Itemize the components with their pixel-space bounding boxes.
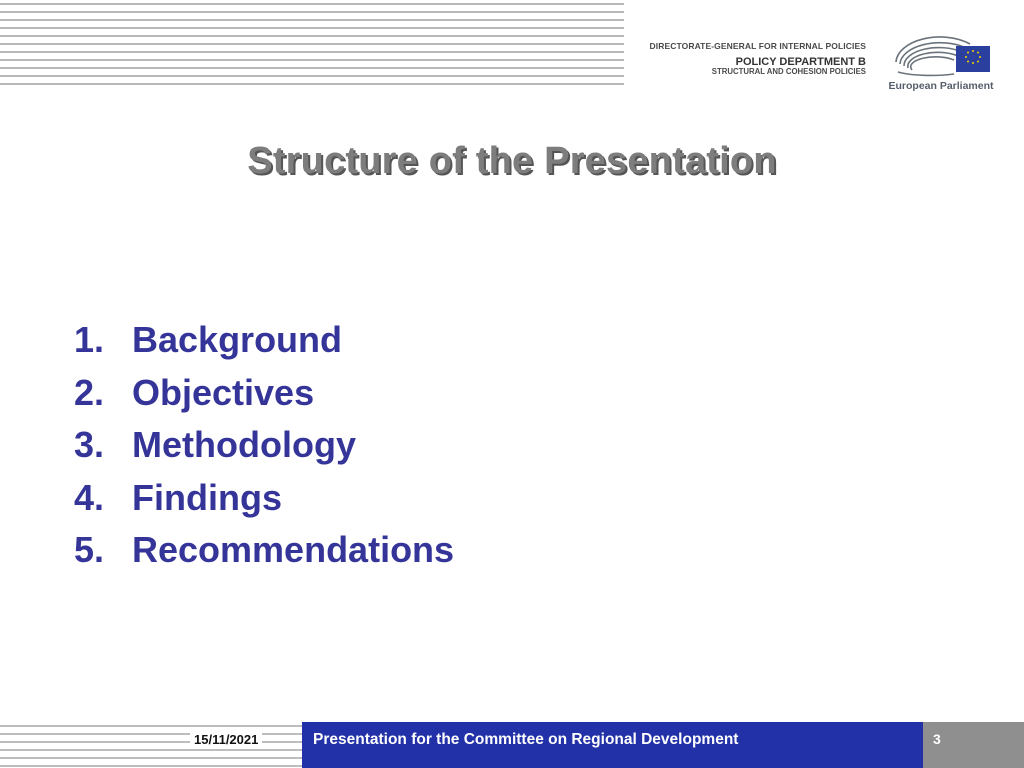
agenda-item-label: Methodology bbox=[132, 424, 356, 465]
agenda-item-label: Background bbox=[132, 319, 343, 360]
footer-caption-bar bbox=[302, 722, 923, 768]
agenda-item-label: Recommendations bbox=[132, 529, 455, 570]
department-header bbox=[646, 42, 866, 77]
agenda-item-number: 2. bbox=[74, 371, 105, 413]
agenda-item bbox=[74, 419, 454, 472]
page-number: 3 bbox=[933, 731, 941, 747]
agenda-item bbox=[74, 367, 454, 420]
agenda-item-number: 1. bbox=[74, 319, 105, 360]
header-stripes bbox=[0, 0, 624, 86]
agenda-item-number: 5. bbox=[74, 529, 105, 570]
page-number-box bbox=[923, 722, 1024, 768]
agenda-list bbox=[74, 314, 454, 577]
department-label: POLICY DEPARTMENT B bbox=[735, 55, 866, 68]
directorate-label: DIRECTORATE-GENERAL FOR INTERNAL POLICIES bbox=[649, 41, 866, 51]
agenda-item bbox=[74, 472, 454, 525]
agenda-item-number: 4. bbox=[74, 476, 105, 518]
agenda-item bbox=[74, 524, 454, 577]
slide-title: Structure of the Presentation bbox=[247, 140, 777, 182]
policies-label: STRUCTURAL AND COHESION POLICIES bbox=[711, 67, 866, 77]
footer-caption: Presentation for the Committee on Regional Development bbox=[313, 731, 739, 748]
european-parliament-label: European Parliament bbox=[888, 80, 994, 92]
agenda-item-label: Findings bbox=[132, 476, 282, 518]
agenda-item-number: 3. bbox=[74, 424, 105, 465]
footer-date: 15/11/2021 bbox=[190, 732, 262, 747]
agenda-item bbox=[74, 314, 454, 367]
agenda-item-label: Objectives bbox=[132, 371, 315, 413]
